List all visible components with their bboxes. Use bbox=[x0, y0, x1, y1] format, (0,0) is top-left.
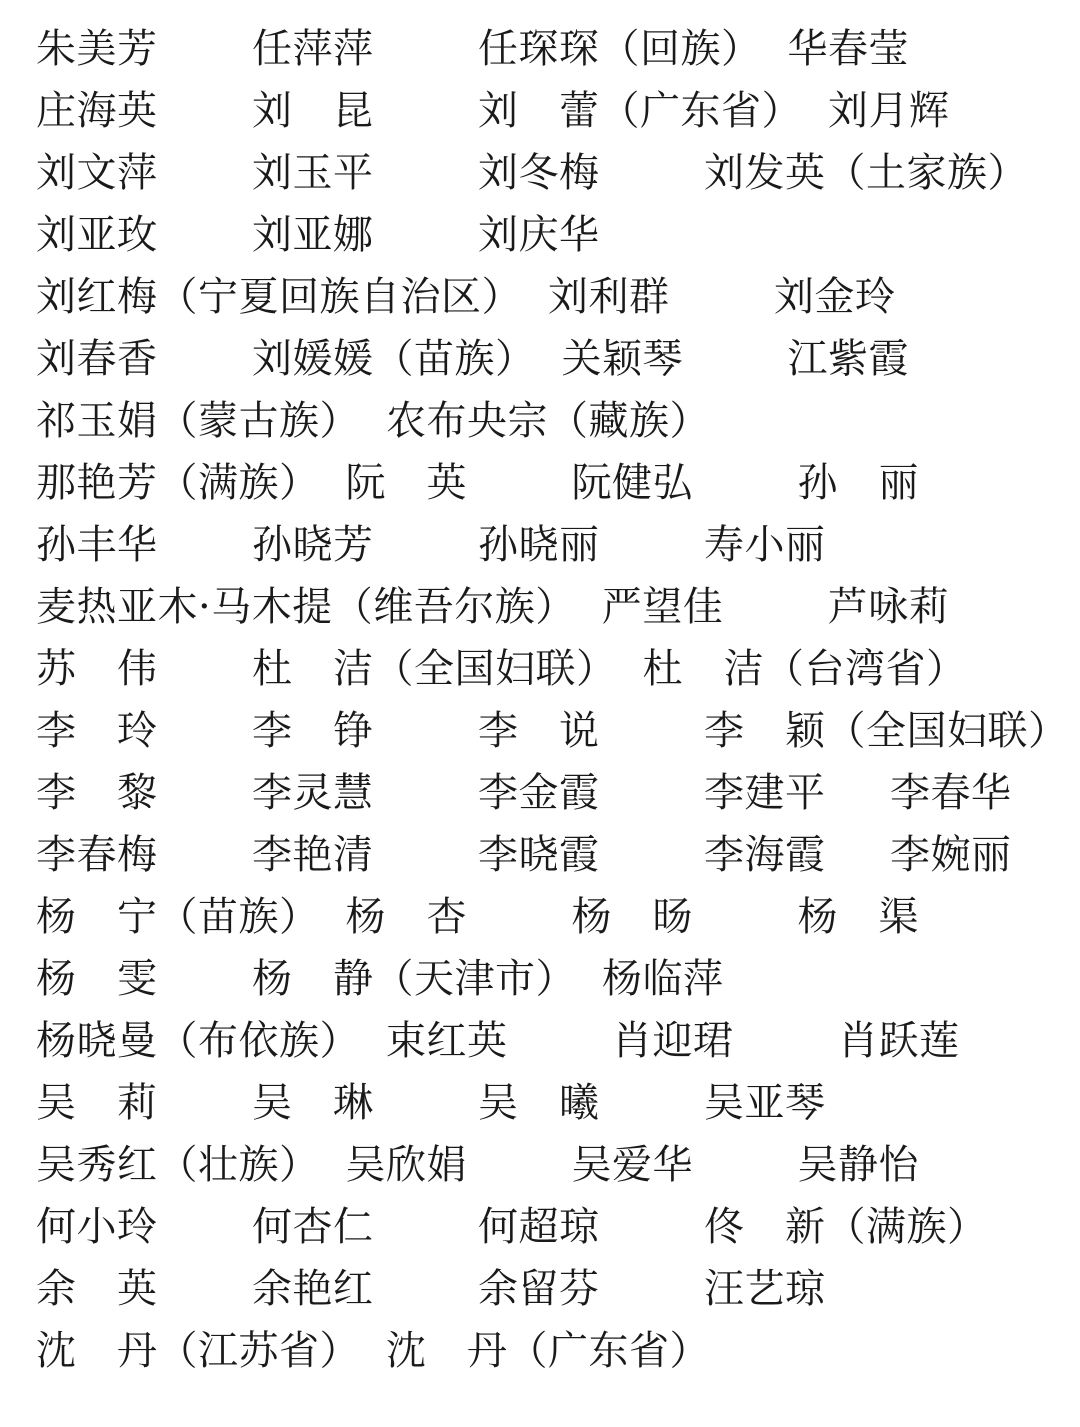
name-row bbox=[36, 638, 1044, 700]
name-entry: 吴爱华 bbox=[571, 1142, 693, 1188]
name-entry: 李春华 bbox=[890, 770, 1012, 816]
name-entry: 李艳清 bbox=[252, 832, 374, 878]
name-entry: 刘玉平 bbox=[252, 150, 374, 196]
name-entry: 杜 洁（全国妇联） bbox=[252, 646, 617, 692]
name-entry: 杨 宁（苗族） bbox=[36, 894, 320, 940]
name-entry: 何杏仁 bbox=[252, 1204, 374, 1250]
name-entry: 刘文萍 bbox=[36, 150, 158, 196]
name-row bbox=[36, 700, 1069, 762]
name-row bbox=[36, 390, 1044, 452]
name-entry: 孙丰华 bbox=[36, 522, 158, 568]
name-entry: 杨 旸 bbox=[571, 894, 693, 940]
name-entry: 杨晓曼（布依族） bbox=[36, 1018, 360, 1064]
name-row bbox=[36, 948, 1044, 1010]
name-entry: 吴静怡 bbox=[797, 1142, 919, 1188]
name-row bbox=[36, 762, 1044, 824]
name-entry: 李 颖（全国妇联） bbox=[704, 708, 1069, 754]
name-entry: 阮 英 bbox=[345, 460, 467, 506]
name-entry: 李建平 bbox=[704, 770, 826, 816]
name-row bbox=[36, 1134, 1044, 1196]
name-entry: 江紫霞 bbox=[787, 336, 909, 382]
name-row bbox=[36, 452, 1044, 514]
name-row bbox=[36, 142, 1044, 204]
name-entry: 杨 静（天津市） bbox=[252, 956, 576, 1002]
name-entry: 杨 杏 bbox=[345, 894, 467, 940]
name-entry: 肖迎珺 bbox=[612, 1018, 734, 1064]
name-entry: 佟 新（满族） bbox=[704, 1204, 988, 1250]
name-row bbox=[36, 1010, 1044, 1072]
name-entry: 任琛琛（回族） bbox=[478, 26, 762, 72]
name-entry: 朱美芳 bbox=[36, 26, 158, 72]
name-row bbox=[36, 1196, 1044, 1258]
name-entry: 祁玉娟（蒙古族） bbox=[36, 398, 360, 444]
name-entry: 李春梅 bbox=[36, 832, 158, 878]
name-row bbox=[36, 328, 1044, 390]
name-entry: 芦咏莉 bbox=[827, 584, 950, 630]
name-entry: 刘媛媛（苗族） bbox=[252, 336, 536, 382]
name-entry: 严望佳 bbox=[601, 584, 724, 630]
name-entry: 沈 丹（广东省） bbox=[386, 1328, 710, 1374]
name-entry: 李 黎 bbox=[36, 770, 158, 816]
name-entry: 关颖琴 bbox=[561, 336, 683, 382]
name-entry: 李灵慧 bbox=[252, 770, 374, 816]
name-entry: 吴亚琴 bbox=[704, 1080, 826, 1126]
name-entry: 华春莹 bbox=[787, 26, 909, 72]
name-entry: 那艳芳（满族） bbox=[36, 460, 320, 506]
name-entry: 刘春香 bbox=[36, 336, 158, 382]
name-entry: 李金霞 bbox=[478, 770, 600, 816]
name-entry: 刘月辉 bbox=[828, 88, 950, 134]
name-entry: 束红英 bbox=[386, 1018, 508, 1064]
name-entry: 李婉丽 bbox=[890, 832, 1012, 878]
name-entry: 杨 雯 bbox=[36, 956, 158, 1002]
name-entry: 何小玲 bbox=[36, 1204, 158, 1250]
name-entry: 吴秀红（壮族） bbox=[36, 1142, 320, 1188]
name-entry: 刘亚玫 bbox=[36, 212, 158, 258]
name-entry: 刘冬梅 bbox=[478, 150, 600, 196]
name-entry: 何超琼 bbox=[478, 1204, 600, 1250]
name-entry: 庄海英 bbox=[36, 88, 158, 134]
name-entry: 孙晓丽 bbox=[478, 522, 600, 568]
name-entry: 刘 昆 bbox=[252, 88, 374, 134]
name-row bbox=[36, 1320, 1044, 1382]
name-entry: 刘亚娜 bbox=[252, 212, 374, 258]
name-entry: 麦热亚木·马木提（维吾尔族） bbox=[36, 584, 576, 630]
name-entry: 寿小丽 bbox=[704, 522, 826, 568]
name-row bbox=[36, 886, 1044, 948]
name-entry: 刘红梅（宁夏回族自治区） bbox=[36, 274, 522, 320]
name-entry: 余艳红 bbox=[252, 1266, 374, 1312]
name-entry: 农布央宗（藏族） bbox=[386, 398, 710, 444]
name-entry: 吴 琳 bbox=[252, 1080, 374, 1126]
name-row bbox=[36, 80, 1044, 142]
name-entry: 刘利群 bbox=[548, 274, 670, 320]
name-entry: 阮健弘 bbox=[571, 460, 693, 506]
name-entry: 苏 伟 bbox=[36, 646, 158, 692]
name-entry: 孙 丽 bbox=[797, 460, 919, 506]
name-entry: 杨 渠 bbox=[797, 894, 919, 940]
name-entry: 杜 洁（台湾省） bbox=[642, 646, 967, 692]
name-entry: 李海霞 bbox=[704, 832, 826, 878]
name-entry: 杨临萍 bbox=[602, 956, 724, 1002]
name-entry: 刘 蕾（广东省） bbox=[478, 88, 802, 134]
name-row bbox=[36, 824, 1044, 886]
name-row bbox=[36, 266, 1044, 328]
name-entry: 肖跃莲 bbox=[838, 1018, 960, 1064]
name-entry: 李晓霞 bbox=[478, 832, 600, 878]
name-entry: 沈 丹（江苏省） bbox=[36, 1328, 360, 1374]
name-entry: 余留芬 bbox=[478, 1266, 600, 1312]
name-entry: 汪艺琼 bbox=[704, 1266, 826, 1312]
name-row bbox=[36, 18, 1044, 80]
name-entry: 刘庆华 bbox=[478, 212, 600, 258]
name-entry: 刘发英（土家族） bbox=[704, 150, 1028, 196]
name-entry: 吴 莉 bbox=[36, 1080, 158, 1126]
name-entry: 任萍萍 bbox=[252, 26, 374, 72]
name-entry: 吴 曦 bbox=[478, 1080, 600, 1126]
name-row bbox=[36, 204, 1044, 266]
name-entry: 孙晓芳 bbox=[252, 522, 374, 568]
name-entry: 李 玲 bbox=[36, 708, 158, 754]
name-entry: 刘金玲 bbox=[774, 274, 896, 320]
name-entry: 吴欣娟 bbox=[345, 1142, 467, 1188]
name-row bbox=[36, 576, 1044, 638]
name-row bbox=[36, 514, 1044, 576]
name-entry: 李 铮 bbox=[252, 708, 374, 754]
name-row bbox=[36, 1072, 1044, 1134]
name-entry: 李 说 bbox=[478, 708, 600, 754]
name-row bbox=[36, 1258, 1044, 1320]
name-entry: 余 英 bbox=[36, 1266, 158, 1312]
